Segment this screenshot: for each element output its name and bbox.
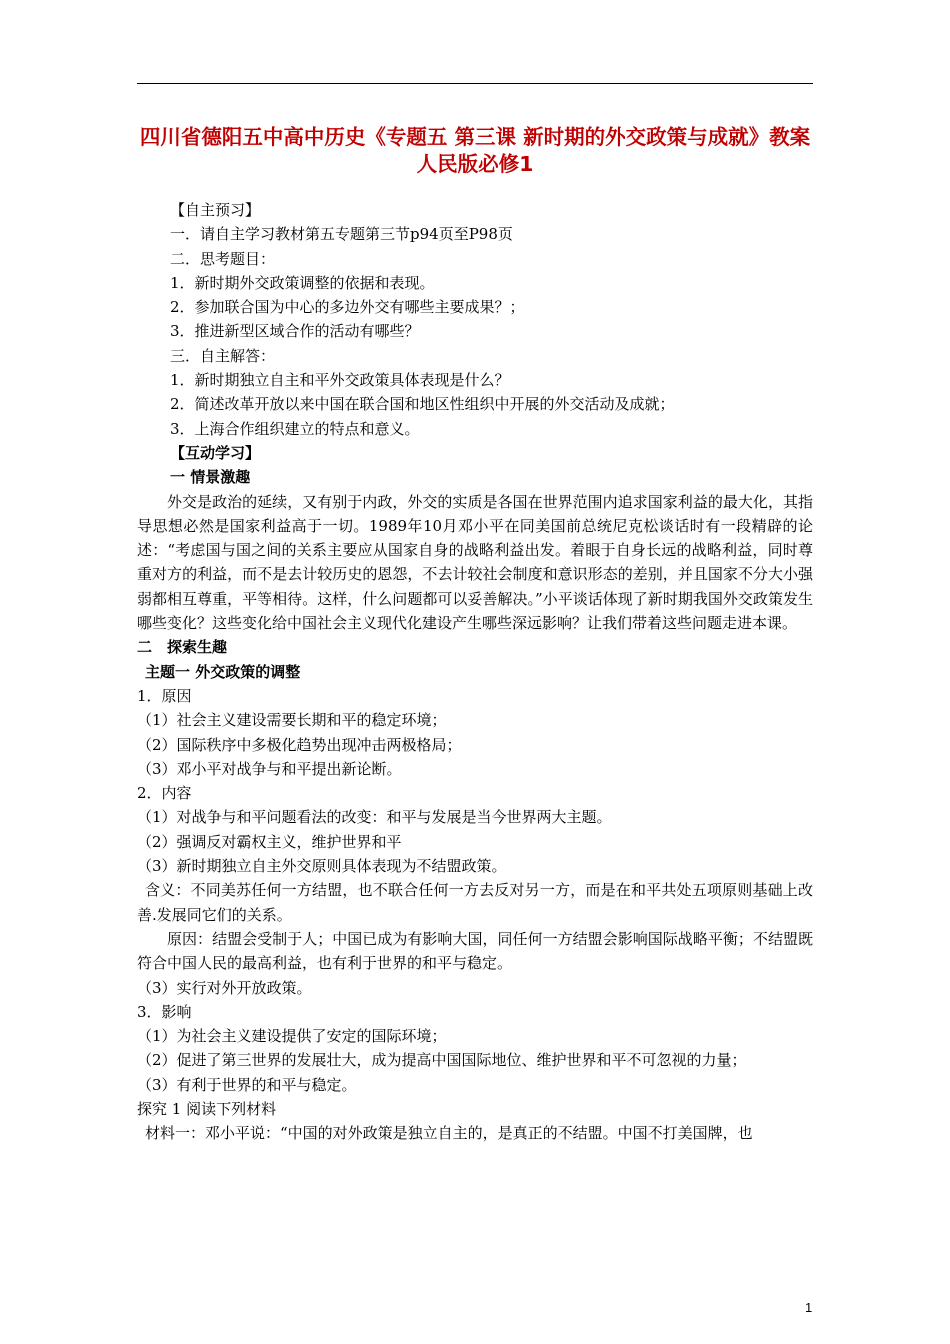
interactive-heading: 【互动学习】 <box>170 443 261 462</box>
effect-3: （3）有利于世界的和平与稳定。 <box>137 1075 357 1094</box>
content-3: （3）新时期独立自主外交原则具体表现为不结盟政策。 <box>137 857 507 876</box>
effect-2: （2）促进了第三世界的发展壮大，成为提高中国国际地位、维护世界和平不可忽视的力量； <box>137 1051 747 1070</box>
document-body <box>137 198 813 1146</box>
cause-1: （1）社会主义建设需要长期和平的稳定环境； <box>137 711 447 730</box>
cause-3: （3）邓小平对战争与和平提出新论断。 <box>137 759 402 778</box>
cause-2: （2）国际秩序中多极化趋势出现冲击两极格局； <box>137 735 462 754</box>
answer-3: 3．上海合作组织建立的特点和意义。 <box>170 419 420 438</box>
meaning-paragraph: 含义：不同美苏任何一方结盟，也不联合任何一方去反对另一方，而是在和平共处五项原则基础上改善.发展同它们的关系。 <box>137 881 813 924</box>
content-2: （2）强调反对霸权主义，维护世界和平 <box>137 832 402 851</box>
section-1-heading: 一 情景激趣 <box>170 468 251 487</box>
preview-item-3: 三．自主解答： <box>170 346 276 365</box>
section-1-paragraph: 外交是政治的延续，又有别于内政，外交的实质是各国在世界范围内追求国家利益的最大化，其指导思想必然是国家利益高于一切。1989年10月邓小平在同美国前总统尼克松谈话时有一段精辟的论述：“考虑国与国之间的关系主要应从国家自身的战略利益出发。着眼于自身长远的战略利益，同时尊重对方的利益，而不是去计较历史的恩怨，不去计较社会制度和意识形态的差别，并且国家不分大小强弱都相互尊重，平等相待。这样，什么问题都可以妥善解决。”小平谈话体现了新时期我国外交政策发生哪些变化？这些变化给中国社会主义现代化建设产生哪些深远影响？让我们带着这些问题走进本课。 <box>137 492 813 633</box>
preview-heading: 【自主预习】 <box>170 201 261 219</box>
material-1: 材料一：邓小平说：“中国的对外政策是独立自主的，是真正的不结盟。中国不打美国牌，也 <box>145 1124 753 1143</box>
topic-1-heading: 主题一 外交政策的调整 <box>145 662 301 681</box>
cause-heading: 1．原因 <box>137 686 192 705</box>
explore-heading: 探究 1 阅读下列材料 <box>137 1099 277 1118</box>
reason-paragraph: 原因：结盟会受制于人；中国已成为有影响大国，同任何一方结盟会影响国际战略平衡；不结盟既符合中国人民的最高利益，也有利于世界的和平与稳定。 <box>137 929 813 973</box>
content-4: （3）实行对外开放政策。 <box>137 978 312 997</box>
page-number: 1 <box>805 1300 813 1315</box>
section-2-heading: 二 探索生趣 <box>137 638 228 657</box>
answer-2: 2．简述改革开放以来中国在联合国和地区性组织中开展的外交活动及成就； <box>170 395 675 414</box>
preview-item-2: 二．思考题目： <box>170 249 276 268</box>
question-2: 2．参加联合国为中心的多边外交有哪些主要成果？； <box>170 298 525 317</box>
content-1: （1）对战争与和平问题看法的改变：和平与发展是当今世界两大主题。 <box>137 808 612 827</box>
question-3: 3．推进新型区域合作的活动有哪些？ <box>170 322 420 341</box>
answer-1: 1．新时期独立自主和平外交政策具体表现是什么？ <box>170 371 510 390</box>
document-title: 四川省德阳五中高中历史《专题五 第三课 新时期的外交政策与成就》教案 人民版必修1 <box>139 125 811 176</box>
content-heading: 2．内容 <box>137 784 192 803</box>
effect-heading: 3．影响 <box>137 1002 192 1021</box>
header-rule <box>137 83 813 84</box>
question-1: 1．新时期外交政策调整的依据和表现。 <box>170 273 435 292</box>
effect-1: （1）为社会主义建设提供了安定的国际环境； <box>137 1027 447 1046</box>
preview-item-1: 一．请自主学习教材第五专题第三节p94页至P98页 <box>170 225 513 244</box>
